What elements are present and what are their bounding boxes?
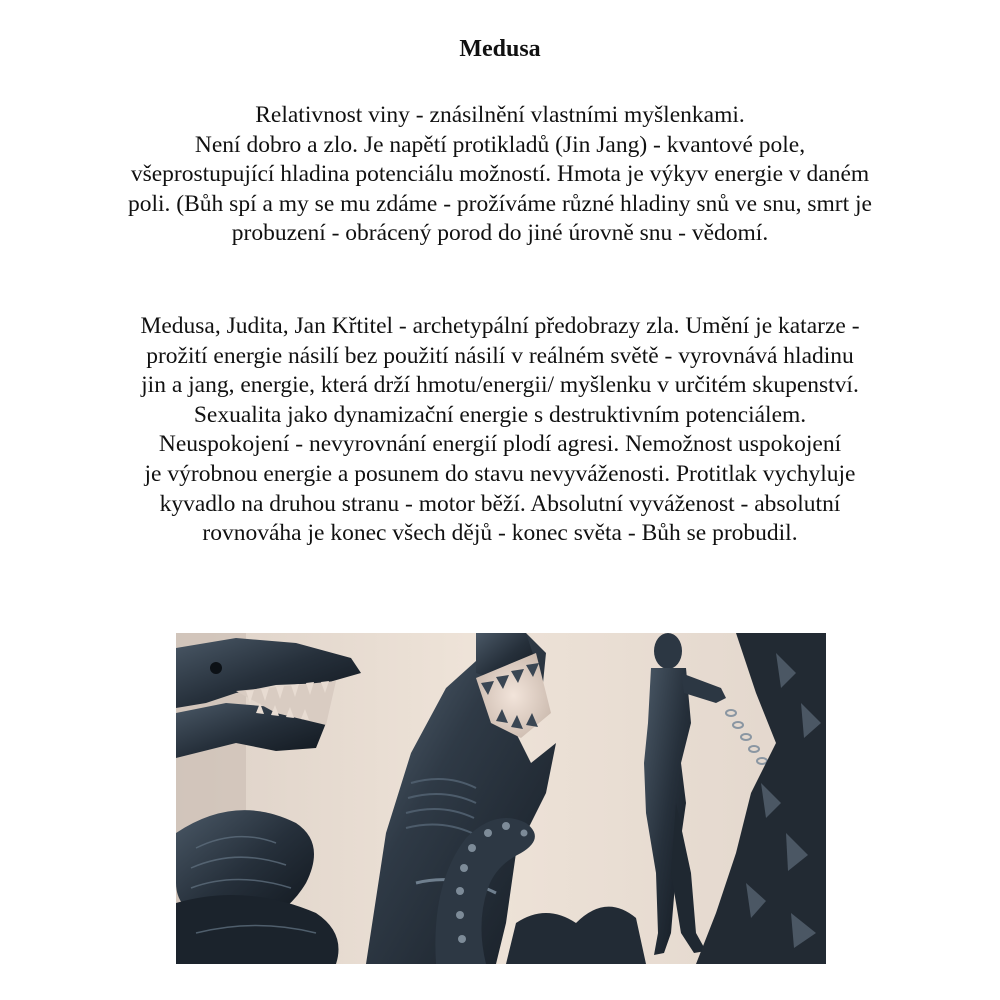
sculpture-illustration (176, 633, 826, 964)
paragraph-line: Sexualita jako dynamizační energie s destruktivním potenciálem. (193, 401, 807, 428)
paragraph-1 (20, 101, 980, 249)
paragraph-line: všeprostupující hladina potenciálu možností. Hmota je výkyv energie v daném (130, 161, 870, 188)
paragraph-line: probuzení - obrácený porod do jiné úrovně snu - vědomí. (231, 220, 769, 247)
paragraph-line: poli. (Bůh spí a my se mu zdáme - prožíváme různé hladiny snů ve snu, smrt je (127, 190, 872, 217)
paragraph-line: Není dobro a zlo. Je napětí protikladů (Jin Jang) - kvantové pole, (194, 131, 806, 158)
document-title: Medusa (459, 36, 541, 62)
paragraph-line: je výrobnou energie a posunem do stavu nevyváženosti. Protitlak vychyluje (144, 460, 856, 487)
paragraph-line: rovnováha je konec všech dějů - konec světa - Bůh se probudil. (202, 520, 798, 547)
paragraph-line: Relativnost viny - znásilnění vlastními myšlenkami. (255, 102, 745, 128)
paragraph-line: Medusa, Judita, Jan Křtitel - archetypální předobrazy zla. Umění je katarze - (140, 313, 860, 339)
paragraph-line: Neuspokojení - nevyrovnání energií plodí agresi. Nemožnost uspokojení (158, 431, 842, 458)
paragraph-2 (20, 312, 980, 549)
paragraph-line: jin a jang, energie, která drží hmotu/energii/ myšlenku v určitém skupenství. (141, 372, 859, 399)
paragraph-line: kyvadlo na druhou stranu - motor běží. Absolutní vyváženost - absolutní (159, 490, 841, 517)
paragraph-line: prožití energie násilí bez použití násilí v reálném světě - vyrovnává hladinu (146, 342, 854, 369)
sculpture-photo (176, 633, 826, 964)
